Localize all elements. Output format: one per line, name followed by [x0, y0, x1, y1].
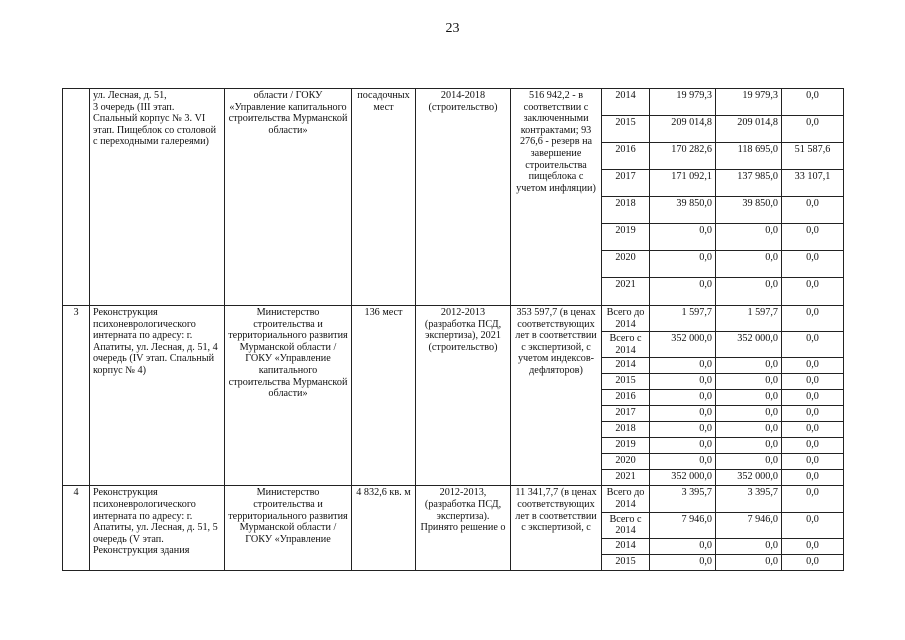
- regional-cell: 0,0: [716, 251, 782, 278]
- estimated-cost: 516 942,2 - в соответствии с заключенными контрактами; 93 276,6 - резерв на завершение строительства пищеблока с учетом инфляции): [511, 89, 602, 306]
- other-cell: 0,0: [782, 470, 844, 486]
- year-cell: 2014: [602, 538, 650, 554]
- regional-cell: 0,0: [716, 406, 782, 422]
- object-name: ул. Лесная, д. 51, 3 очередь (III этап. Спальный корпус № 3. VI этап. Пищеблок со столовой с переходными галереями): [90, 89, 225, 306]
- year-cell: 2021: [602, 278, 650, 306]
- regional-cell: 352 000,0: [716, 332, 782, 358]
- regional-cell: 0,0: [716, 358, 782, 374]
- regional-cell: 0,0: [716, 538, 782, 554]
- regional-cell: 0,0: [716, 374, 782, 390]
- year-cell: Всего до 2014: [602, 306, 650, 332]
- table-row: [63, 486, 844, 512]
- other-cell: 0,0: [782, 116, 844, 143]
- table-row: [63, 89, 844, 116]
- period: 2012-2013 (разработка ПСД, экспертиза), 2021 (строительство): [416, 306, 511, 486]
- regional-cell: 0,0: [716, 390, 782, 406]
- total-cell: 352 000,0: [650, 332, 716, 358]
- year-cell: 2016: [602, 390, 650, 406]
- total-cell: 0,0: [650, 278, 716, 306]
- object-name: Реконструкция психоневрологического интерната по адресу: г. Апатиты, ул. Лесная, д. 51, 5 очередь (V этап. Реконструкция здания: [90, 486, 225, 570]
- regional-cell: 19 979,3: [716, 89, 782, 116]
- regional-cell: 3 395,7: [716, 486, 782, 512]
- other-cell: 0,0: [782, 306, 844, 332]
- regional-cell: 0,0: [716, 454, 782, 470]
- total-cell: 0,0: [650, 358, 716, 374]
- other-cell: 0,0: [782, 332, 844, 358]
- other-cell: 51 587,6: [782, 143, 844, 170]
- regional-cell: 7 946,0: [716, 512, 782, 538]
- other-cell: 0,0: [782, 374, 844, 390]
- other-cell: 0,0: [782, 486, 844, 512]
- table-row: [63, 306, 844, 332]
- total-cell: 39 850,0: [650, 197, 716, 224]
- page-number: 23: [445, 21, 460, 36]
- year-cell: 2019: [602, 224, 650, 251]
- regional-cell: 1 597,7: [716, 306, 782, 332]
- year-cell: 2019: [602, 438, 650, 454]
- year-cell: 2015: [602, 374, 650, 390]
- total-cell: 0,0: [650, 438, 716, 454]
- year-cell: 2018: [602, 422, 650, 438]
- regional-cell: 209 014,8: [716, 116, 782, 143]
- other-cell: 0,0: [782, 89, 844, 116]
- estimated-cost: 11 341,7,7 (в ценах соответствующих лет в соответствии с экспертизой, с: [511, 486, 602, 570]
- year-cell: 2020: [602, 251, 650, 278]
- total-cell: 7 946,0: [650, 512, 716, 538]
- year-cell: 2014: [602, 358, 650, 374]
- year-cell: 2015: [602, 554, 650, 570]
- total-cell: 352 000,0: [650, 470, 716, 486]
- regional-cell: 39 850,0: [716, 197, 782, 224]
- year-cell: 2017: [602, 170, 650, 197]
- year-cell: Всего с 2014: [602, 512, 650, 538]
- total-cell: 3 395,7: [650, 486, 716, 512]
- total-cell: 171 092,1: [650, 170, 716, 197]
- regional-cell: 0,0: [716, 438, 782, 454]
- year-cell: 2018: [602, 197, 650, 224]
- total-cell: 0,0: [650, 374, 716, 390]
- object-name: Реконструкция психоневрологического интерната по адресу: г. Апатиты, ул. Лесная, д. 51, 4 очередь (IV этап. Спальный корпус № 4): [90, 306, 225, 486]
- estimated-cost: 353 597,7 (в ценах соответствующих лет в соответствии с экспертизой, с учетом индексов-дефляторов): [511, 306, 602, 486]
- year-cell: Всего с 2014: [602, 332, 650, 358]
- other-cell: 0,0: [782, 251, 844, 278]
- total-cell: 209 014,8: [650, 116, 716, 143]
- financing-table: [62, 88, 844, 571]
- period: 2012-2013, (разработка ПСД, экспертиза). Принято решение о: [416, 486, 511, 570]
- total-cell: 0,0: [650, 406, 716, 422]
- regional-cell: 0,0: [716, 554, 782, 570]
- year-cell: Всего до 2014: [602, 486, 650, 512]
- other-cell: 0,0: [782, 390, 844, 406]
- total-cell: 0,0: [650, 422, 716, 438]
- other-cell: 0,0: [782, 538, 844, 554]
- year-cell: 2021: [602, 470, 650, 486]
- other-cell: 0,0: [782, 512, 844, 538]
- other-cell: 0,0: [782, 406, 844, 422]
- year-cell: 2020: [602, 454, 650, 470]
- year-cell: 2017: [602, 406, 650, 422]
- capacity: 4 832,6 кв. м: [352, 486, 416, 570]
- total-cell: 0,0: [650, 554, 716, 570]
- other-cell: 0,0: [782, 422, 844, 438]
- year-cell: 2014: [602, 89, 650, 116]
- other-cell: 0,0: [782, 197, 844, 224]
- regional-cell: 0,0: [716, 422, 782, 438]
- total-cell: 0,0: [650, 538, 716, 554]
- regional-cell: 137 985,0: [716, 170, 782, 197]
- total-cell: 0,0: [650, 454, 716, 470]
- total-cell: 19 979,3: [650, 89, 716, 116]
- other-cell: 0,0: [782, 278, 844, 306]
- row-number: 3: [63, 306, 90, 486]
- total-cell: 0,0: [650, 224, 716, 251]
- other-cell: 0,0: [782, 224, 844, 251]
- total-cell: 0,0: [650, 251, 716, 278]
- other-cell: 33 107,1: [782, 170, 844, 197]
- total-cell: 170 282,6: [650, 143, 716, 170]
- regional-cell: 0,0: [716, 278, 782, 306]
- regional-cell: 118 695,0: [716, 143, 782, 170]
- customer: Министерство строительства и территориального развития Мурманской области / ГОКУ «Управление: [225, 486, 352, 570]
- total-cell: 1 597,7: [650, 306, 716, 332]
- other-cell: 0,0: [782, 454, 844, 470]
- row-number: 4: [63, 486, 90, 570]
- other-cell: 0,0: [782, 358, 844, 374]
- customer: области / ГОКУ «Управление капитального строительства Мурманской области»: [225, 89, 352, 306]
- other-cell: 0,0: [782, 438, 844, 454]
- capacity: 136 мест: [352, 306, 416, 486]
- regional-cell: 0,0: [716, 224, 782, 251]
- capacity: посадочных мест: [352, 89, 416, 306]
- row-number: [63, 89, 90, 306]
- year-cell: 2016: [602, 143, 650, 170]
- year-cell: 2015: [602, 116, 650, 143]
- period: 2014-2018 (строительство): [416, 89, 511, 306]
- other-cell: 0,0: [782, 554, 844, 570]
- total-cell: 0,0: [650, 390, 716, 406]
- regional-cell: 352 000,0: [716, 470, 782, 486]
- customer: Министерство строительства и территориального развития Мурманской области / ГОКУ «Управление капитального строительства Мурманской области»: [225, 306, 352, 486]
